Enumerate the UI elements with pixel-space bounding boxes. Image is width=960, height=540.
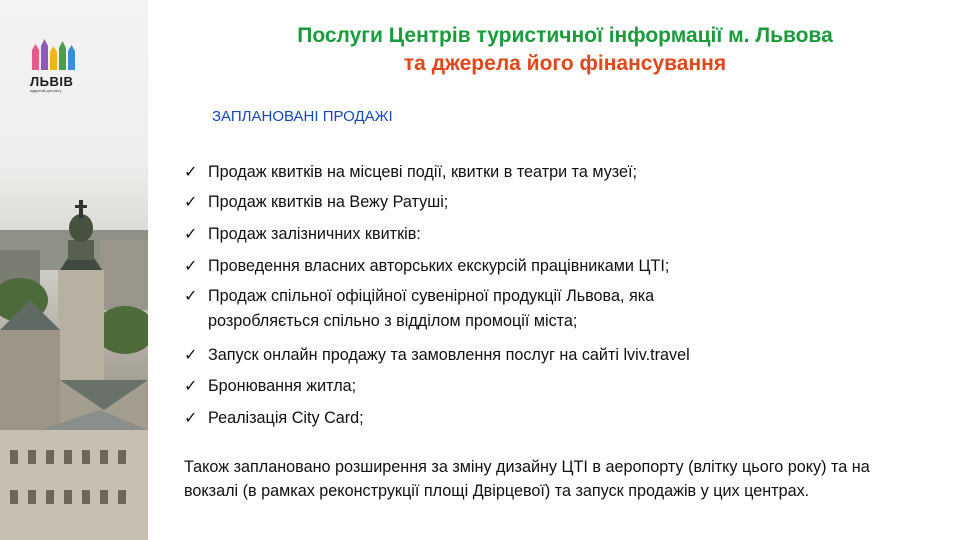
list-item-text: Бронювання житла; [208,377,357,395]
checkmark-icon: ✓ [184,225,198,243]
lviv-logo-houses-icon [20,36,92,76]
list-item-text: Продаж спільної офіційної сувенірної продукції Львова, яка розробляється спільно з відділом промоції міста; [208,287,655,330]
logo-tagline: відкритий для світу [30,89,62,93]
list-item-text: Продаж залізничних квитків: [208,225,421,243]
checkmark-icon: ✓ [184,409,198,427]
list-item-text: Продаж квитків на місцеві події, квитки в театри та музеї; [208,163,638,181]
section-subtitle: ЗАПЛАНОВАНІ ПРОДАЖІ [212,108,393,125]
checkmark-icon: ✓ [184,163,198,181]
footer-paragraph: Також заплановано розширення за зміну дизайну ЦТІ в аеропорту (влітку цього року) та на вокзалі (в рамках реконструкції площі Двірцевої) та запуск продажів у цих центрах. [184,458,870,500]
page-title [175,22,955,78]
checkmark-icon: ✓ [184,346,198,364]
list-item-text: Продаж квитків на Вежу Ратуші; [208,193,449,211]
checkmark-icon: ✓ [184,193,198,211]
list-item-text: Запуск онлайн продажу та замовлення послуг на сайті lviv.travel [208,346,690,364]
list-item-text: Проведення власних авторських екскурсій працівниками ЦТІ; [208,257,670,275]
checkmark-icon: ✓ [184,377,198,395]
title-line-2: та джерела його фінансування [403,52,727,75]
checkmark-icon: ✓ [184,257,198,275]
list-item-text: Реалізація City Card; [208,409,364,427]
title-line-1: Послуги Центрів туристичної інформації м. Львова [297,24,833,47]
logo-wordmark: ЛЬВІВ [30,74,74,89]
checkmark-icon: ✓ [184,287,198,305]
